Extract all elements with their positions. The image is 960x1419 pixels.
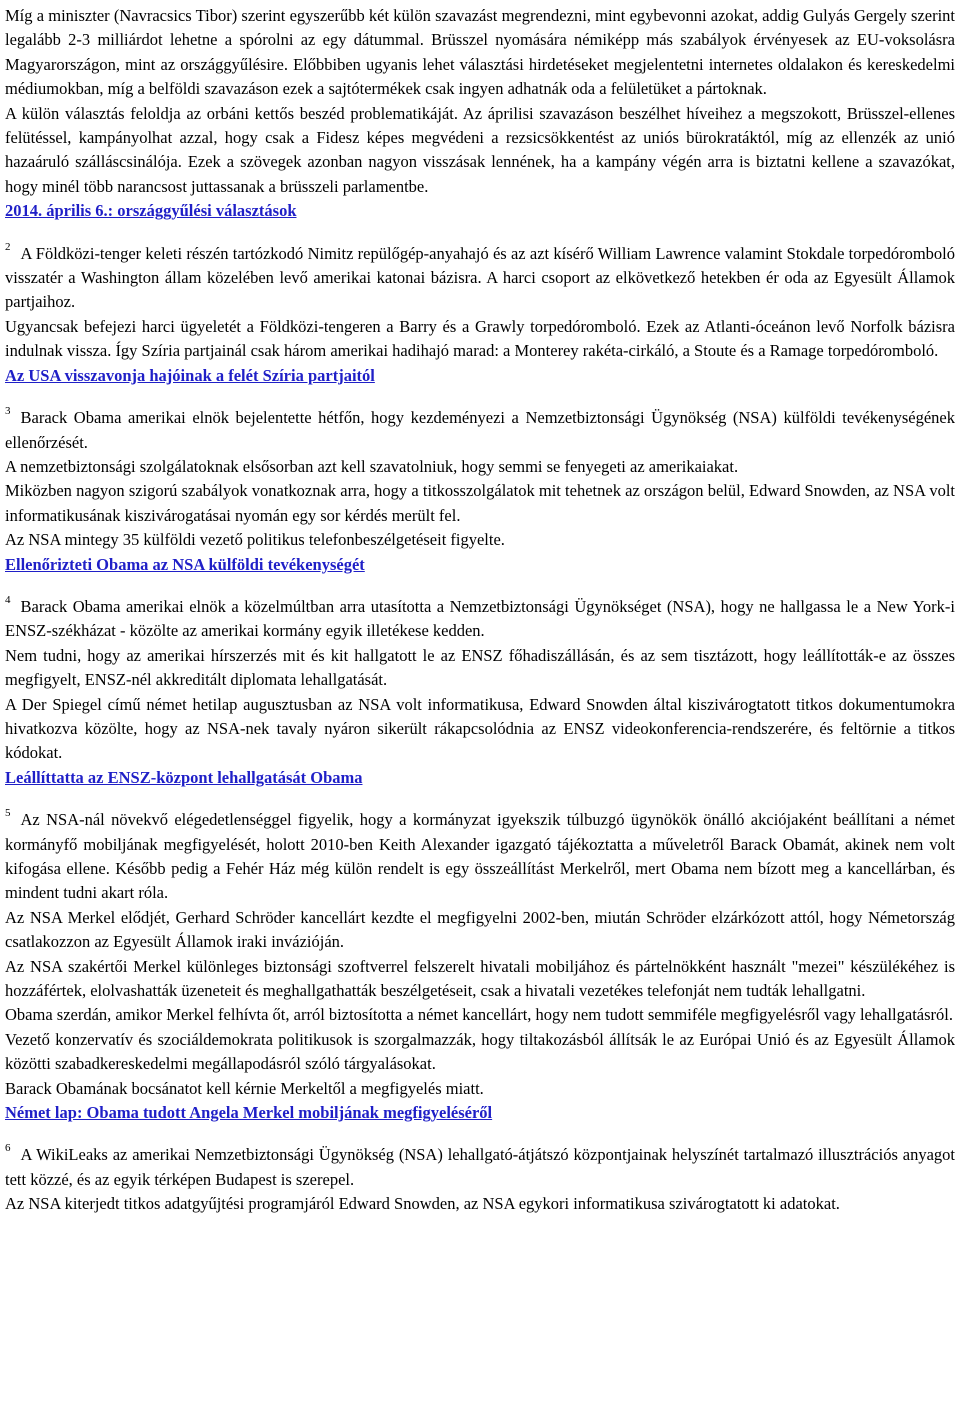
section-5-paragraph-3: Az NSA szakértői Merkel különleges biztonsági szoftverrel felszerelt hivatali mobiljához és pártelnökként használt "mezei" készülékéhez is hozzáfértek, elolvashatták üzeneteit és meghallgathatták beszélgetéseit, csak a hivatali vezetékes telefonját nem tudták lehallgatni. (5, 956, 955, 1001)
section-3-link-line (5, 553, 955, 577)
section-6-paragraph-1 (5, 1143, 955, 1192)
section-5 (5, 808, 955, 1125)
section-5-paragraph-6: Barack Obamának bocsánatot kell kérnie Merkeltől a megfigyelés miatt. (5, 1078, 484, 1098)
section-2-article-link[interactable]: Az USA visszavonja hajóinak a felét Szíria partjaitól (5, 365, 375, 385)
section-5-paragraph-2: Az NSA Merkel elődjét, Gerhard Schröder kancellárt kezdte el megfigyelni 2002-ben, miután Schröder elzárkózott attól, hogy Németország csatlakozzon az Egyesült Államok iraki invázióján. (5, 907, 955, 952)
intro-article-link[interactable]: 2014. április 6.: országgyűlési választások (5, 201, 297, 221)
section-3-article-link[interactable]: Ellenőrizteti Obama az NSA külföldi tevékenységét (5, 554, 365, 574)
section-4-paragraph-2: Nem tudni, hogy az amerikai hírszerzés mit és kit hallgatott le az ENSZ főhadiszállásán, és az sem tisztázott, hogy leállították-e az összes megfigyelt, ENSZ-nél akkreditált diplomata lehallgatását. (5, 645, 955, 690)
intro-paragraph-2: A külön választás feloldja az orbáni kettős beszéd problematikáját. Az áprilisi szavazáson beszélhet híveihez a megszokott, Brüsszel-ellenes felütéssel, kampányolhat azzal, hogy csak a Fidesz képes megvédeni a rezsicsökkentést az uniós bürokratáktól, míg az ellenzék az unió hazaáruló szálláscsinálója. Ezek a szövegek azonban nagyon visszásak lennének, ha a kampány végén arra is biztatni kellene a szavazókat, hogy minél több narancsost juttassanak a brüsszeli parlamentbe. (5, 103, 955, 196)
section-5-paragraph-4: Obama szerdán, amikor Merkel felhívta őt, arról biztosította a német kancellárt, hogy nem tudott semmiféle megfigyelésről vagy lehallgatásról. (5, 1005, 953, 1025)
section-4-paragraph-1 (5, 595, 955, 644)
footnote-number: 4 (5, 593, 11, 606)
section-2-link-line (5, 364, 955, 388)
footnote-number: 3 (5, 405, 11, 418)
section-6 (5, 1143, 955, 1216)
section-2-paragraph-2: Ugyancsak befejezi harci ügyeletét a Földközi-tengeren a Barry és a Grawly torpedóromboló. Ezek az Atlanti-óceánon levő Norfolk bázisra indulnak vissza. Így Szíria partjainál csak három amerikai hadihajó marad: a Monterey rakéta-cirkáló, a Stoute és a Ramage torpedóromboló. (5, 316, 955, 361)
section-3-paragraph-1 (5, 406, 955, 455)
paragraph-text: Barack Obama amerikai elnök bejelentette hétfőn, hogy kezdeményezi a Nemzetbiztonsági Ügynökség (NSA) külföldi tevékenységének ellenőrzését. (5, 408, 955, 452)
section-5-paragraph-1 (5, 808, 955, 906)
section-2-paragraph-1 (5, 242, 955, 315)
paragraph-text: A Földközi-tenger keleti részén tartózkodó Nimitz repülőgép-anyahajó és az azt kísérő William Lawrence valamint Stokdale torpedóromboló visszatér a Washington állam közelében levő amerikai katonai bázisra. A harci csoport az elkövetkező hetekben ér oda az Egyesült Államok partjaihoz. (5, 243, 955, 312)
section-3-paragraph-3: Miközben nagyon szigorú szabályok vonatkoznak arra, hogy a titkosszolgálatok mit tehetnek az országon belül, Edward Snowden, az NSA volt informatikusának kiszivárogatásai nyomán egy sor kérdés merült fel. (5, 481, 955, 525)
footnote-number: 6 (5, 1142, 11, 1155)
footnote-number: 2 (5, 240, 11, 253)
section-5-paragraph-5: Vezető konzervatív és szociáldemokrata politikusok is szorgalmazzák, hogy tiltakozásból állítsák le az Európai Unió és az Egyesült Államok közötti szabadkereskedelmi megállapodásról szóló tárgyalásokat. (5, 1029, 955, 1074)
footnote-number: 5 (5, 807, 11, 820)
section-3-paragraph-4: Az NSA mintegy 35 külföldi vezető politikus telefonbeszélgetéseit figyelte. (5, 530, 505, 550)
section-3 (5, 406, 955, 577)
paragraph-text: Barack Obama amerikai elnök a közelmúltban arra utasította a Nemzetbiztonsági Ügynökséget (NSA), hogy ne hallgassa le a New York-i ENSZ-székházat - közölte az amerikai kormány egyik illetékese kedden. (5, 596, 955, 641)
section-6-paragraph-2: Az NSA kiterjedt titkos adatgyűjtési programjáról Edward Snowden, az NSA egykori informatikusa szivárogtatott ki adatokat. (5, 1194, 840, 1214)
intro-section (5, 4, 955, 224)
paragraph-text: Az NSA-nál növekvő elégedetlenséggel figyelik, hogy a kormányzat igyekszik túlbuzgó ügynökök önálló akciójaként beállítani a német kormányfő mobiljának megfigyelését, holott 2010-ben Keith Alexander igazgató tájékoztatta a műveletről Barack Obamát, akinek nem volt kifogása ellene. Később pedig a Fehér Ház még külön rendelt is egy összeállítást Merkelről, mert Obama nem bízott meg a kancellárban, és mindent tudni akart róla. (5, 810, 955, 903)
section-4 (5, 595, 955, 790)
intro-link-line (5, 199, 955, 223)
section-4-link-line (5, 766, 955, 790)
section-5-link-line (5, 1101, 955, 1125)
section-3-paragraph-2: A nemzetbiztonsági szolgálatoknak elsősorban azt kell szavatolniuk, hogy semmi se fenyegeti az amerikaiakat. (5, 456, 739, 476)
section-4-article-link[interactable]: Leállíttatta az ENSZ-központ lehallgatását Obama (5, 767, 363, 787)
section-5-article-link[interactable]: Német lap: Obama tudott Angela Merkel mobiljának megfigyeléséről (5, 1103, 493, 1123)
paragraph-text: A WikiLeaks az amerikai Nemzetbiztonsági Ügynökség (NSA) lehallgató-átjátszó központjainak helyszínét tartalmazó illusztrációs anyagot tett közzé, és az egyik térképen Budapest is szerepel. (5, 1145, 955, 1189)
section-2 (5, 242, 955, 388)
intro-paragraph-1: Míg a miniszter (Navracsics Tibor) szerint egyszerűbb két külön szavazást megrendezni, mint egybevonni azokat, addig Gulyás Gergely szerint legalább 2-3 milliárdot lehetne a spórolni az egy dátummal. Brüsszel nyomására némiképp más szabályok érvényesek az EU-voksolásra Magyarországon, mint az országgyűlésire. Előbbiben ugyanis lehet választási hirdetéseket megjelentetni internetes oldalakon és kereskedelmi médiumokban, míg a belföldi szavazáson ezek a sajtótermékek csak ingyen adhatnák oda a felületüket a pártoknak. (5, 6, 955, 99)
section-4-paragraph-3: A Der Spiegel című német hetilap augusztusban az NSA volt informatikusa, Edward Snowden által kiszivárogtatott titkos dokumentumokra hivatkozva közölte, hogy az NSA-nek tavaly nyáron sikerült rákapcsolódnia az ENSZ videokonferencia-rendszerére, és feltörnie a titkos kódokat. (5, 694, 955, 763)
